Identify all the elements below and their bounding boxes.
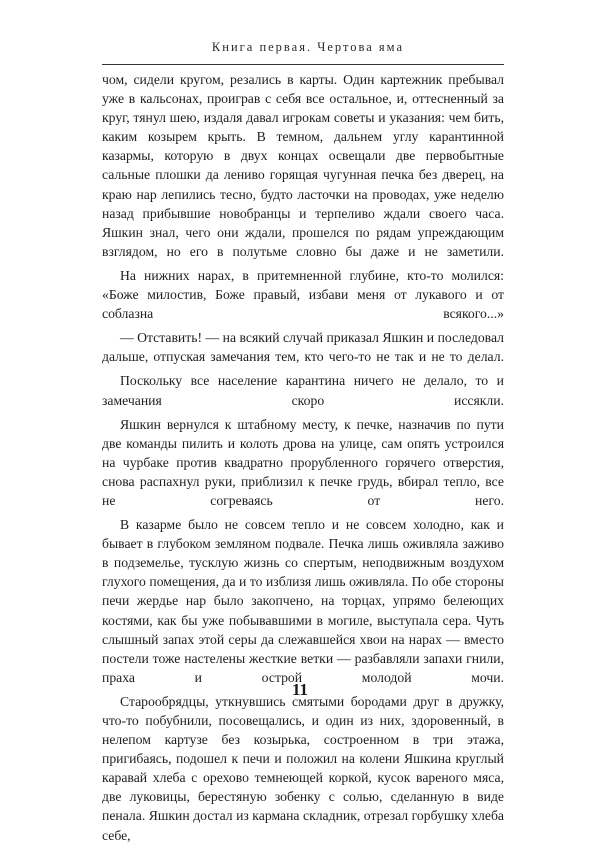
- paragraph: Поскольку все население карантина ничего не делало, то и замечания скоро иссякли.: [102, 373, 504, 408]
- paragraph: чом, сидели кругом, резались в карты. Один картежник пребывал уже в кальсонах, проиграв с себя все остальное, и, оттесненный за круг, тянул шею, издаля давал игрокам советы и указания: чем бить, каким козырем крыть. В темном, дальнем углу карантинной казармы, которую в двух концах освещали две первобытные сальные плошки да лениво горящая чугунная печка без дверец, на краю нар лепились тесно, будто ласточки на проводах, уже неделю назад прибывшие новобранцы и терпеливо ждали своего часа. Яшкин знал, чего они ждали, прошелся по рядам упреждающим взглядом, но его в полутьме словно бы даже и не заметили.: [102, 72, 504, 259]
- paragraph: Яшкин вернулся к штабному месту, к печке, назначив по пути две команды пилить и колоть дрова на улице, сам опять устроился на чурбаке против квадратно прорубленного горячего отверстия, снова распахнул руки, приблизил к печке грудь, вбирал тепло, все не согреваясь от него.: [102, 416, 504, 508]
- paragraph: В казарме было не совсем тепло и не совсем холодно, как и бывает в глубоком земляном подвале. Печка лишь оживляла заживо в подземелье, тусклую жизнь со спертым, неподвижным воздухом глухого помещения, да и то изблизя лишь оживляла. По обе стороны печи жердье нар было закопчено, на торцах, упрямо белеющих костями, как бы уже побывавшими в могиле, выступала сера. Чуть слышный запах этой серы да слежавшейся хвои на нарах — вместо постели тоже настелены жесткие ветки — разбавляли запахи гнили, праха и острой молодой мочи.: [102, 517, 504, 685]
- body-text: [102, 70, 504, 845]
- page-number: 11: [291, 680, 309, 699]
- running-head: Книга первая. Чертова яма: [211, 40, 405, 54]
- header-rule: [102, 64, 504, 65]
- paragraph: На нижних нарах, в притемненной глубине, кто-то молился: «Боже милостив, Боже правый, избави меня от лукавого и от соблазна всякого...»: [102, 267, 504, 322]
- paragraph: — Отставить! — на всякий случай приказал Яшкин и последовал дальше, отпуская замечания тем, кто чего-то не так и не то делал.: [102, 330, 504, 365]
- paragraph: Старообрядцы, уткнувшись смятыми бородами друг в дружку, что-то побубнили, посовещались, и один из них, здоровенный, в нелепом картузе без козырька, состроенном в три этажа, пригибаясь, подошел к печи и положил на колени Яшкина круглый каравай хлеба с орехово темнеющей коркой, кусок вареного мяса, две луковицы, берестяную зобенку с солью, сделанную в виде пенала. Яшкин достал из кармана складник, отрезал горбушку хлеба себе,: [102, 693, 504, 843]
